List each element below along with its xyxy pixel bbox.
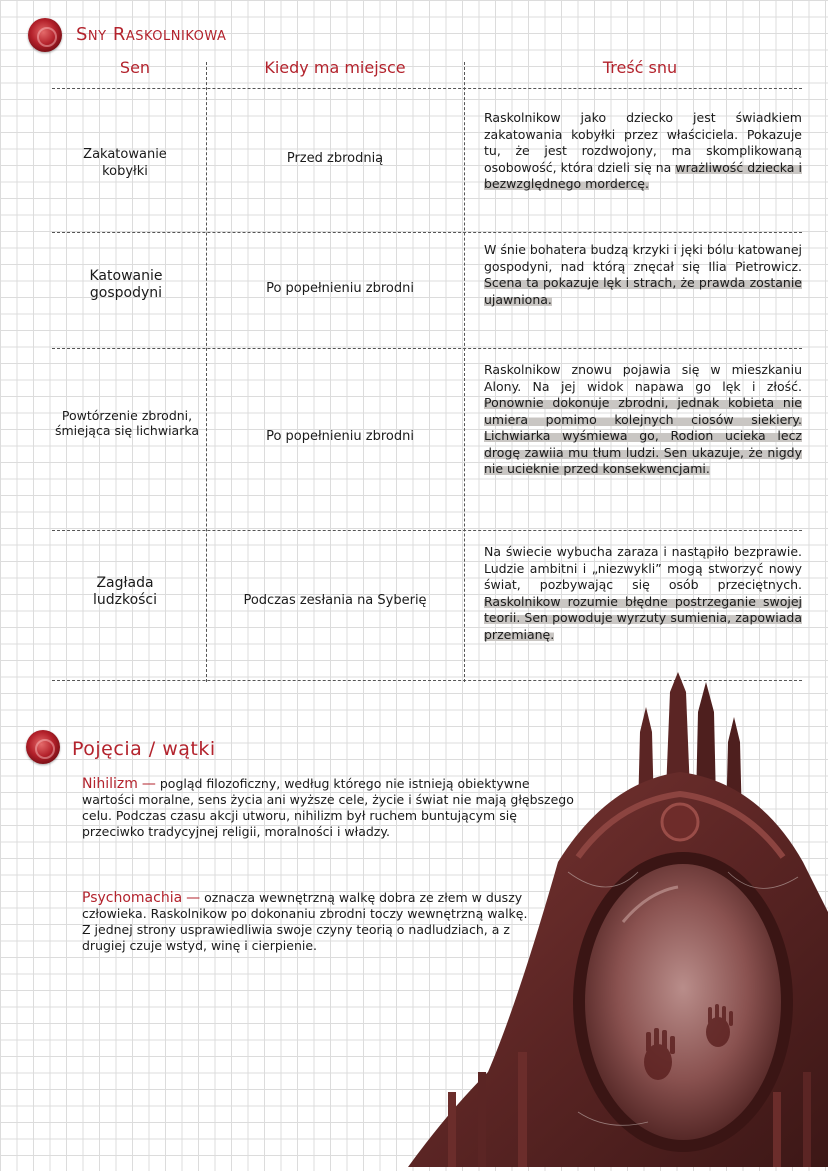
table-line-row2 <box>52 348 802 349</box>
row4-content <box>484 544 802 643</box>
row4-content-text: Na świecie wybucha zaraza i nastąpiło bezprawie. Ludzie ambitni i „niezwykli” mogą stworzyć nowy świat, pozbywając się osób przeciętnych. <box>484 544 802 592</box>
row3-content <box>484 362 802 478</box>
header-content: Treść snu <box>602 58 678 77</box>
wax-seal-icon <box>28 18 62 52</box>
row4-when: Podczas zesłania na Syberię <box>243 593 427 608</box>
table-line-top <box>52 88 802 89</box>
row4-content-highlight: Raskolnikow rozumie błędne postrzeganie swojej teorii. Sen powoduje wyrzuty sumienia, zapowiada przemianę. <box>484 593 802 642</box>
row1-dream: Zakatowanie kobyłki <box>83 147 167 179</box>
table-line-row1 <box>52 232 802 233</box>
header-dream: Sen <box>119 58 151 77</box>
row3-dream: Powtórzenie zbrodni, śmiejąca się lichwiarka <box>54 408 200 438</box>
concept-definition-nihilism: pogląd filozoficzny, według którego nie istnieją obiektywne wartości moralne, sens życia ani wyższe cele, życie i świat nie mają głębszego celu. Podczas czasu akcji utworu, nihilizm był ruchem buntującym się przeciwko tradycyjnej religii, moralności i władzy. <box>82 776 574 839</box>
row1-content-text: Raskolnikow jako dziecko jest świadkiem zakatowania kobyłki przez właściciela. Pokazuje tu, że jest rozdwojony, ma skomplikowaną osobowość, która dzieli się na <box>484 110 802 175</box>
row1-when: Przed zbrodnią <box>286 151 384 166</box>
row2-dream: Katowanie gospodyni <box>89 268 163 301</box>
concept-dash: — <box>141 776 156 792</box>
row2-content-text: W śnie bohatera budzą krzyki i jęki bólu katowanej gospodyni, nad którą znęcał się Ilia Pietrowicz. <box>484 242 802 274</box>
section-title-concepts: Pojęcia / wątki <box>72 738 216 760</box>
row3-when: Po popełnieniu zbrodni <box>266 429 414 444</box>
row1-content <box>484 110 802 193</box>
wax-seal-icon <box>26 730 60 764</box>
table-divider-2 <box>464 62 465 682</box>
section-title-dreams: Sny Raskolnikowa <box>76 24 227 45</box>
row2-when: Po popełnieniu zbrodni <box>266 281 414 296</box>
row2-content <box>484 242 802 308</box>
concept-nihilism <box>82 776 582 840</box>
header-when: Kiedy ma miejsce <box>264 58 406 77</box>
row2-content-highlight: Scena ta pokazuje lęk i strach, że prawda zostanie ujawniona. <box>484 275 802 307</box>
table-line-row3 <box>52 530 802 531</box>
concept-dash: — <box>186 890 201 906</box>
table-divider-1 <box>206 62 207 682</box>
row1-content-highlight: wrażliwość dziecka i bezwzględnego mordercę. <box>484 159 803 191</box>
row3-content-highlight: Ponownie dokonuje zbrodni, jednak kobieta nie umiera pomimo kolejnych ciosów siekiery. Lichwiarka wyśmiewa go, Rodion ucieka lecz drogę zawiia mu tłum ludzi. Sen ukazuje, że nigdy nie ucieknie przed konsekwencjami. <box>484 395 802 476</box>
concept-definition-psychomachia: oznacza wewnętrzną walkę dobra ze złem w duszy człowieka. Raskolnikow po dokonaniu zbrodni toczy wewnętrzną walkę. Z jednej strony usprawiedliwia swoje czyny teorią o nadludziach, a z drugiej czuje wstyd, winę i cierpienie. <box>82 890 528 953</box>
concept-psychomachia <box>82 890 532 954</box>
row4-dream: Zagłada ludzkości <box>92 575 158 608</box>
concept-term-psychomachia: Psychomachia <box>82 890 183 906</box>
concept-term-nihilism: Nihilizm <box>82 776 138 792</box>
row3-content-text: Raskolnikow znowu pojawia się w mieszkaniu Alony. Na jej widok napawa go lęk i złość. <box>484 362 802 394</box>
